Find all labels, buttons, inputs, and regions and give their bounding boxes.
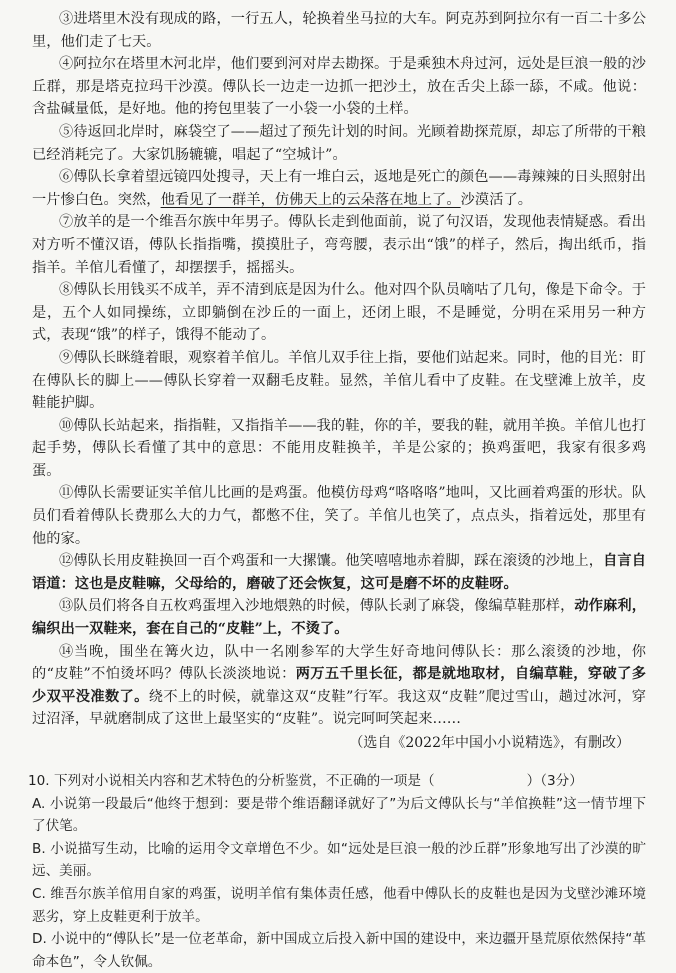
paragraph-6 bbox=[32, 166, 646, 211]
paragraph-13-bold: 动作麻利，编织出一双鞋来，套在自己的“皮鞋”上，不烫了。 bbox=[32, 598, 646, 638]
question-10 bbox=[28, 770, 646, 973]
paragraph-10: ⑩傅队长站起来，指指鞋，又指指羊——我的鞋，你的羊，要我的鞋，就用羊换。羊倌儿也打起手势，傅队长看懂了其中的意思：不能用皮鞋换羊，羊是公家的；换鸡蛋吧，我家有很多鸡蛋。 bbox=[32, 417, 646, 479]
question-score: ）（3分） bbox=[526, 773, 583, 789]
option-b: B. 小说描写生动，比喻的运用令文章增色不少。如“远处是巨浪一般的沙丘群”形象地写出了沙漠的旷远、美丽。 bbox=[32, 840, 646, 880]
paragraph-6-part-a: ⑥傅队长拿着望远镜四处搜寻，天上有一堆白云，返地是死亡的颜色——毒辣辣的日头照射出一片惨白色。突然， bbox=[32, 169, 646, 208]
paragraph-14-part-a: ⑭当晚，围坐在篝火边，队中一名刚参军的大学生好奇地问傅队长：那么滚烫的沙地，你的“皮鞋”不怕烫坏吗？傅队长淡淡地说： bbox=[32, 643, 646, 683]
paragraph-14-part-c: 绕不上的时候，就靠这双“皮鞋”行军。我这双“皮鞋”爬过雪山，趟过冰河，穿过沼泽，早就磨制成了这世上最坚实的“皮鞋”。 bbox=[32, 688, 646, 728]
paragraph-11: ⑪傅队长需要证实羊倌儿比画的是鸡蛋。他模仿母鸡“咯咯咯”地叫，又比画着鸡蛋的形状。队员们看着傅队长费那么大的力气，都憋不住，笑了。羊倌儿也笑了，点点头，指着远处，那里有他的家。 bbox=[32, 485, 646, 547]
underlined-sentence: 他看见了一群羊，仿佛天上的云朵落在地上了。 bbox=[160, 191, 461, 208]
paragraph-3: ③进塔里木没有现成的路，一行五人，轮换着坐马拉的大车。阿克苏到阿拉尔有一百二十多公里，他们走了七天。 bbox=[32, 11, 646, 50]
paragraph-13-part-a: ⑬队员们将各自五枚鸡蛋埋入沙地煨熟的时候，傅队长剥了麻袋，像编草鞋那样， bbox=[58, 598, 575, 615]
question-stem bbox=[28, 770, 646, 793]
paragraph-9: ⑨傅队长眯缝着眼，观察着羊倌儿。羊倌儿双手往上指，要他们站起来。同时，他的目光：盯在傅队长的脚上——傅队长穿着一双翻毛皮鞋。显然，羊倌儿看中了皮鞋。在戈壁滩上放羊，皮鞋能护脚。 bbox=[32, 349, 646, 412]
paragraph-12-bold: 自言自语道：这也是皮鞋嘛，父母给的，磨破了还会恢复，这可是磨不坏的皮鞋呀。 bbox=[32, 553, 646, 592]
option-d: D. 小说中的“傅队长”是一位老革命，新中国成立后投入新中国的建设中，来边疆开垦荒原依然保持“革命本色”，令人钦佩。 bbox=[32, 931, 646, 970]
option-a: A. 小说第一段最后“他终于想到：要是带个维语翻译就好了”为后文傅队长与“羊倌换鞋”这一情节埋下了伏笔。 bbox=[32, 795, 646, 835]
paragraph-7: ⑦放羊的是一个维吾尔族中年男子。傅队长走到他面前，说了句汉语，发现他表情疑惑。看出对方听不懂汉语，傅队长指指嘴，摸摸肚子，弯弯腰，表示出“饿”的样子，然后，掏出纸币，指指羊。羊倌儿看懂了，却摆摆手，摇摇头。 bbox=[32, 214, 646, 276]
paragraph-14-part-d: 说完呵呵笑起来…… bbox=[332, 711, 462, 728]
paragraph-6-part-b: 沙漠活了。 bbox=[460, 191, 533, 208]
option-c: C. 维吾尔族羊倌用自家的鸡蛋，说明羊倌有集体责任感，他看中傅队长的皮鞋也是因为戈壁沙滩环境恶劣，穿上皮鞋更利于放羊。 bbox=[32, 885, 646, 925]
paragraph-4: ④阿拉尔在塔里木河北岸，他们要到河对岸去勘探。于是乘独木舟过河，远处是巨浪一般的沙丘群，那是塔克拉玛干沙漠。傅队长一边走一边抓一把沙土，放在舌尖上舔一舔，不咸。他说：含盐碱量低，是好地。他的挎包里装了一小袋一小袋的土样。 bbox=[32, 56, 646, 118]
paragraph-12-part-a: ⑫傅队长用皮鞋换回一百个鸡蛋和一大摞馕。他笑嘻嘻地赤着脚，踩在滚烫的沙地上， bbox=[58, 553, 604, 570]
paragraph-14-bold-a: 两万五千里长征，都是就地取材，自编草鞋，穿破了多少双平没准数了。 bbox=[32, 666, 646, 705]
source-citation: （选自《2022年中国小小说精选》，有删改） bbox=[349, 735, 630, 751]
question-stem-text: 10. 下列对小说相关内容和艺术特色的分析鉴赏，不正确的一项是（ bbox=[28, 773, 435, 789]
paragraph-13 bbox=[32, 595, 646, 640]
paragraph-12 bbox=[32, 550, 646, 595]
paragraph-5: ⑤待返回北岸时，麻袋空了——超过了预先计划的时间。光顾着勘探荒原，却忘了所带的干粮已经消耗完了。大家饥肠辘辘，唱起了“空城计”。 bbox=[32, 123, 646, 163]
paragraph-8: ⑧傅队长用钱买不成羊，弄不清到底是因为什么。他对四个队员嘀咕了几句，像是下命令。于是，五个人如同操练，立即躺倒在沙丘的一面上，还闭上眼，不是睡觉，分明在采用另一种方式，表现“饿”的样子，饿得不能动了。 bbox=[32, 282, 646, 344]
paragraph-14 bbox=[32, 641, 646, 731]
